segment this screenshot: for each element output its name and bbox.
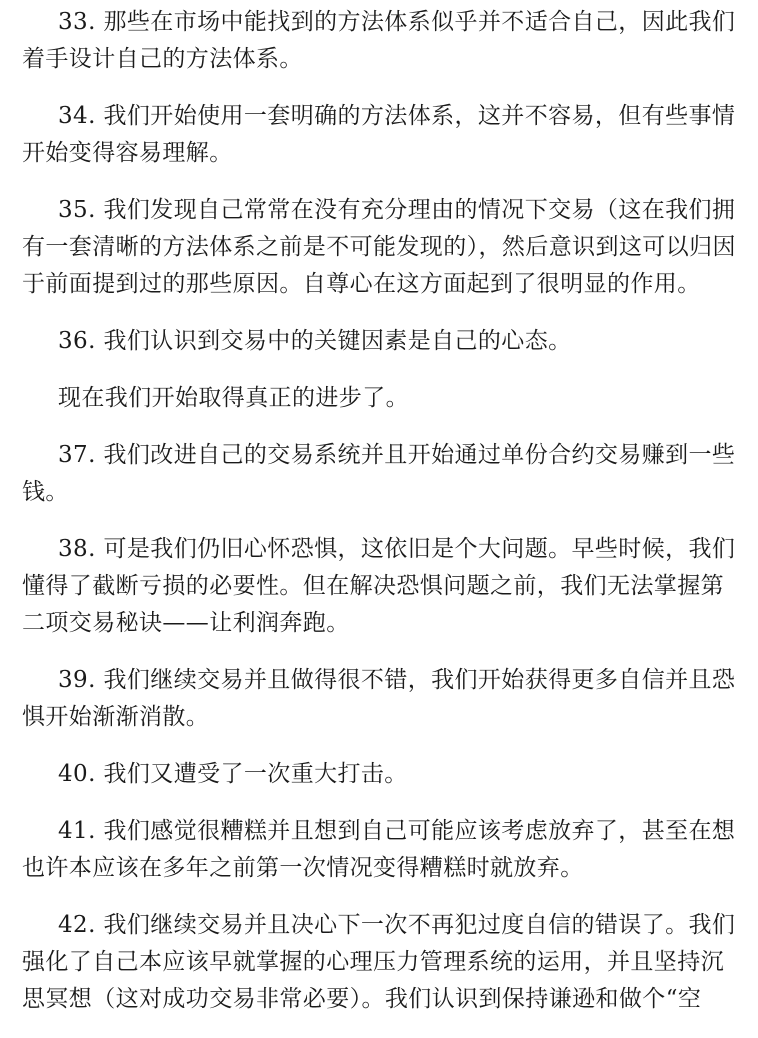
paragraph-34: 34. 我们开始使用一套明确的方法体系，这并不容易，但有些事情开始变得容易理解。 xyxy=(22,103,736,166)
paragraph-39: 39. 我们继续交易并且做得很不错，我们开始获得更多自信并且恐惧开始渐渐消散。 xyxy=(22,667,736,730)
paragraph-progress: 现在我们开始取得真正的进步了。 xyxy=(58,385,409,411)
paragraph-42: 42. 我们继续交易并且决心下一次不再犯过度自信的错误了。我们强化了自己本应该早就掌握的心理压力管理系统的运用，并且坚持沉思冥想（这对成功交易非常必要）。我们认识到保持谦逊和做个“空 xyxy=(22,912,736,1012)
paragraph-36: 36. 我们认识到交易中的关键因素是自己的心态。 xyxy=(58,328,572,354)
paragraph-41: 41. 我们感觉很糟糕并且想到自己可能应该考虑放弃了，甚至在想也许本应该在多年之前第一次情况变得糟糕时就放弃。 xyxy=(22,818,736,881)
paragraph-35: 35. 我们发现自己常常在没有充分理由的情况下交易（这在我们拥有一套清晰的方法体系之前是不可能发现的），然后意识到这可以归因于前面提到过的那些原因。自尊心在这方面起到了很明显的作用。 xyxy=(22,197,736,297)
paragraph-33: 33. 那些在市场中能找到的方法体系似乎并不适合自己，因此我们着手设计自己的方法体系。 xyxy=(22,9,736,72)
paragraph-38: 38. 可是我们仍旧心怀恐惧，这依旧是个大问题。早些时候，我们懂得了截断亏损的必要性。但在解决恐惧问题之前，我们无法掌握第二项交易秘诀——让利润奔跑。 xyxy=(22,536,736,636)
paragraph-40: 40. 我们又遭受了一次重大打击。 xyxy=(58,761,408,787)
paragraph-37: 37. 我们改进自己的交易系统并且开始通过单份合约交易赚到一些钱。 xyxy=(22,442,736,505)
